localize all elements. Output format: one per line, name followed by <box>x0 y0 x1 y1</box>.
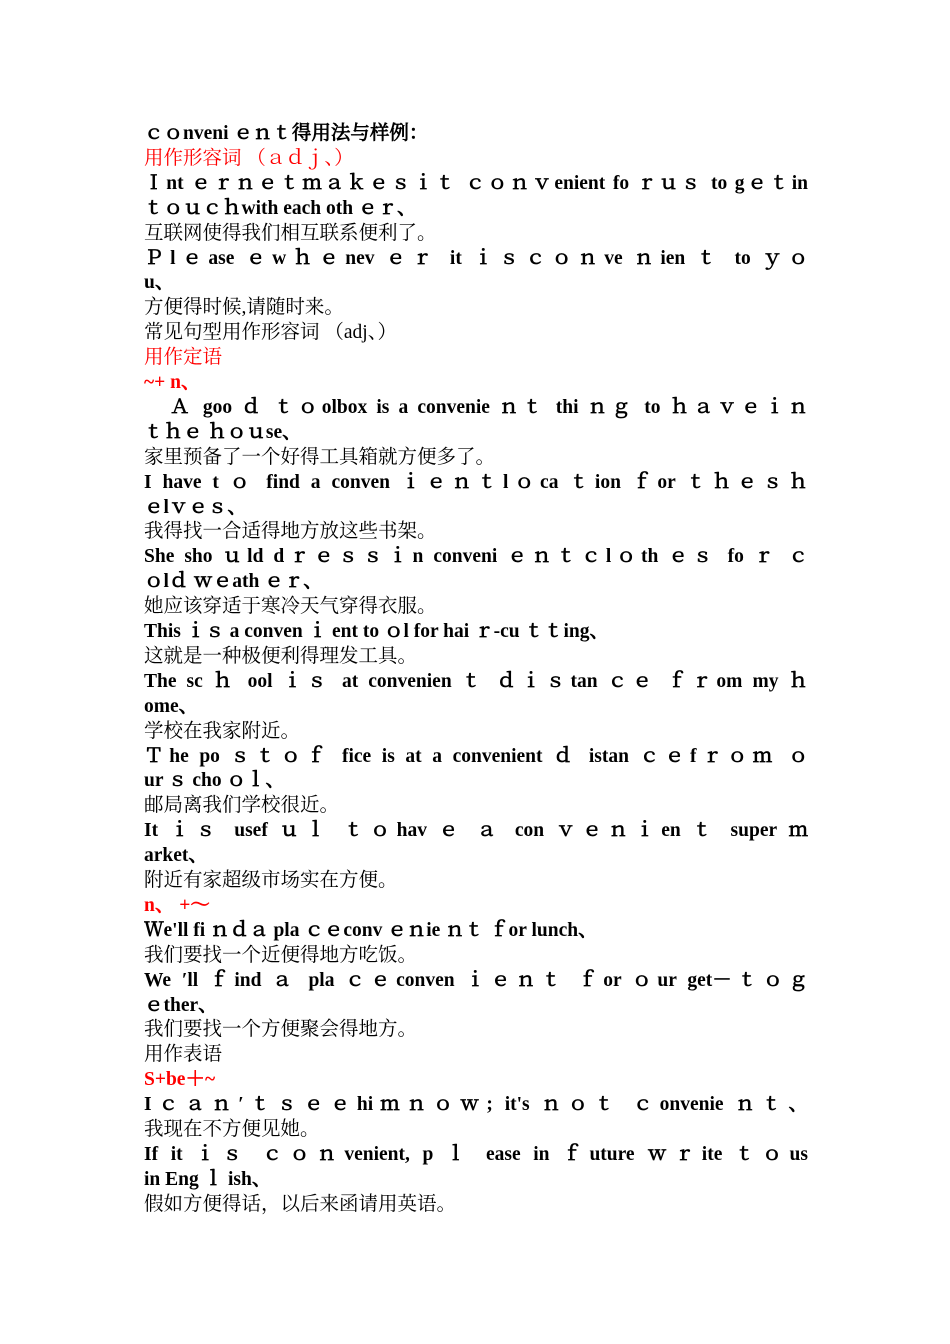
text-line: ome、 <box>144 695 199 717</box>
text-line: ｔｈｅ ｈｏｕse、 <box>144 421 302 443</box>
text-line: We ′ll ｆind ａ pla ｃｅconven ｉｅｎｔ ｆor ｏur get－ｔｏｇ <box>144 969 808 991</box>
text-line: Ｔhe po ｓｔｏｆ fice is at a convenient ｄ istan ｃｅfｒｏｍ ｏ <box>144 745 808 767</box>
pattern-heading: ~+ n、 <box>144 372 201 394</box>
text-line: 用作表语 <box>144 1044 223 1066</box>
text-line: 我得找一合适得地方放这些书架。 <box>144 521 437 543</box>
text-line: She sho ｕld dｒｅｓｓｉn conveni ｅｎｔｃlｏth ｅｓ fo ｒ ｃ <box>144 546 808 568</box>
text-line: u、 <box>144 272 175 294</box>
section-heading: 用作定语 <box>144 347 223 369</box>
text-line: If it ｉｓ ｃｏｎvenient, p ｌ ease in ｆuture ｗｒite ｔｏus <box>144 1144 808 1165</box>
text-line: ｏlｄ ｗｅath ｅｒ、 <box>144 571 323 593</box>
text-line: 我们要找一个方便聚会得地方。 <box>144 1019 418 1041</box>
pattern-heading: S+be＋~ <box>144 1069 216 1091</box>
text-line: Ｉnt ｅｒｎｅｔｍａｋｅｓｉｔ ｃｏｎｖenient fo ｒｕｓ to gｅｔin <box>144 172 808 194</box>
text-line: 常见句型用作形容词 （adj、） <box>144 322 397 344</box>
text-line: ur ｓ cho ｏｌ、 <box>144 770 286 792</box>
text-line: The sc ｈ ool ｉｓ at convenien ｔ ｄｉｓtan ｃｅ ｆｒom my ｈ <box>144 670 808 692</box>
text-line: ｔｏｕｃｈwith each oth ｅｒ、 <box>144 197 417 219</box>
text-line: arket、 <box>144 845 208 867</box>
text-line: ｅlｖｅｓ、 <box>144 496 247 518</box>
text-line: Ｐlｅase ｅwｈｅnev ｅｒ it ｉｓｃｏｎve ｎien ｔ to ｙｏ <box>144 247 808 269</box>
text-line: 邮局离我们学校很近。 <box>144 795 340 817</box>
text-line: 方便得时候,请随时来。 <box>144 297 344 319</box>
document-body <box>144 122 808 1218</box>
text-line: 家里预备了一个好得工具箱就方便多了。 <box>144 446 496 468</box>
text-line: It ｉｓ usef ｕｌ ｔｏhav ｅ ａ con ｖｅｎｉen ｔ super ｍ <box>144 820 808 842</box>
text-line: 附近有家超级市场实在方便。 <box>144 870 398 892</box>
section-heading: 用作形容词 （ａｄｊ、） <box>144 147 354 169</box>
text-line: 这就是一种极便利得理发工具。 <box>144 645 418 667</box>
text-line: Iｃａｎ′ｔｓｅｅhiｍｎｏｗ; it's ｎｏｔ ｃonvenie ｎｔ、 <box>144 1094 808 1116</box>
text-line: 我现在不方便见她。 <box>144 1119 320 1141</box>
text-line: This ｉｓ a conven ｉ ent to ｏl for hai ｒ-cu ｔｔing、 <box>144 621 609 643</box>
text-line: 我们要找一个近便得地方吃饭。 <box>144 944 418 966</box>
pattern-heading: n、 +～ <box>144 894 210 916</box>
text-line: in Eng ｌ ish、 <box>144 1168 272 1190</box>
document-title: ｃｏnveni ｅｎｔ得用法与样例： <box>144 123 429 144</box>
text-line: ｅther、 <box>144 994 218 1016</box>
text-line: I have t ｏ find a conven ｉｅｎｔlｏca ｔion ｆor ｔｈｅｓｈ <box>144 471 808 493</box>
text-line: 她应该穿适于寒冷天气穿得衣服。 <box>144 596 437 618</box>
text-line: 学校在我家附近。 <box>144 720 301 742</box>
text-line: 假如方便得话，以后来函请用英语。 <box>144 1193 457 1215</box>
text-line: Ｗe'll fi ｎｄａ pla ｃｅconv ｅｎie ｎｔ ｆor lunch、 <box>144 919 598 941</box>
text-line: Ａ goo ｄ ｔｏolbox is a convenie ｎｔ thi ｎｇ to ｈａｖｅｉｎ <box>170 396 808 418</box>
text-line: 互联网使得我们相互联系便利了。 <box>144 222 437 244</box>
